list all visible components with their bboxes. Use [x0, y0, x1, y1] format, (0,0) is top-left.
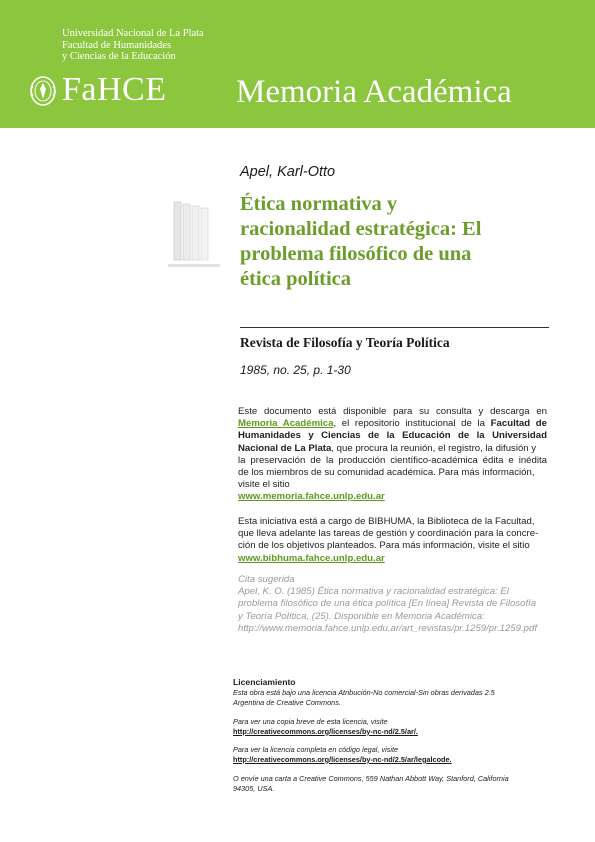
availability-line-5: la preservación de la producción científico-académica édita e inédita [238, 454, 547, 466]
repository-title: Memoria Académica [236, 74, 512, 110]
citation-line-1: Apel, K. O. (1985) Ética normativa y racionalidad estratégica: El [238, 586, 509, 598]
citation-line-2: problema filosófico de una ética política [En línea] Revista de Filosofía [238, 598, 537, 610]
fahce-logo: FaHCE [62, 71, 167, 108]
license-line-2: Argentina de Creative Commons. [233, 697, 341, 707]
initiative-paragraph [238, 516, 547, 565]
license-full-link[interactable]: http://creativecommons.org/licenses/by-nc-nd/2.5/ar/legalcode. [233, 754, 452, 764]
license-full-intro: Para ver la licencia completa en código legal, visite [233, 745, 399, 754]
university-name [62, 28, 204, 63]
license-copy-intro: Para ver una copia breve de esta licencia, visite [233, 717, 388, 726]
availability-text-4: , que procura la reunión, el registro, la difusión y [331, 442, 537, 454]
availability-line-4 [238, 443, 547, 455]
availability-paragraph [238, 406, 547, 504]
title-line-1: Ética normativa y [240, 193, 398, 215]
university-line-1: Universidad Nacional de La Plata [62, 28, 204, 39]
document-title [240, 192, 560, 292]
citation-label: Cita sugerida [238, 574, 295, 585]
license-mail-line-1: O envíe una carta a Creative Commons, 559 Nathan Abbott Way, Stanford, California [233, 774, 509, 783]
license-block [233, 677, 553, 708]
journal-name: Revista de Filosofía y Teoría Política [240, 335, 450, 350]
citation-url[interactable]: http://www.memoria.fahce.unlp.edu.ar/art_revistas/pr.1259/pr.1259.pdf [238, 622, 537, 634]
university-line-2: Facultad de Humanidades [62, 39, 172, 51]
title-line-4: ética política [240, 268, 352, 290]
memoria-academica-link[interactable]: Memoria Académica [238, 418, 334, 430]
initiative-line-2: que lleva adelante las tareas de gestión y coordinación para la concre- [238, 528, 539, 540]
license-line-1: Esta obra está bajo una licencia Atribución-No comercial-Sin obras derivadas 2.5 [233, 688, 495, 697]
license-full-block [233, 745, 553, 765]
initiative-line-3: ción de los objetivos planteados. Para más información, visite el sitio [238, 540, 530, 552]
books-logo-icon [166, 198, 224, 274]
title-divider [240, 327, 549, 328]
license-mail-block [233, 774, 553, 794]
initiative-line-1: Esta iniciativa está a cargo de BIBHUMA, la Biblioteca de la Facultad, [238, 516, 535, 527]
university-seal-icon [28, 74, 58, 108]
university-line-3: y Ciencias de la Educación [62, 51, 176, 62]
license-copy-block [233, 717, 553, 737]
availability-line-7: visite el sitio [238, 479, 290, 491]
availability-line-2 [238, 418, 547, 430]
availability-line-1: Este documento está disponible para su consulta y descarga en [238, 406, 547, 417]
publication-citation: 1985, no. 25, p. 1-30 [240, 363, 351, 377]
citation-line-3: y Teoría Política, (25). Disponible en Memoria Académica: [238, 610, 485, 622]
license-mail-line-2: 94305, USA. [233, 783, 275, 793]
suggested-citation [238, 574, 568, 635]
header-band [0, 0, 595, 128]
document-author: Apel, Karl-Otto [240, 164, 336, 180]
faculty-name-b: Humanidades y Ciencias de la Educación de la Universidad [238, 430, 547, 442]
memoria-url-link[interactable]: www.memoria.fahce.unlp.edu.ar [238, 491, 385, 503]
license-copy-link[interactable]: http://creativecommons.org/licenses/by-nc-nd/2.5/ar/. [233, 726, 418, 736]
bibhuma-url-link[interactable]: www.bibhuma.fahce.unlp.edu.ar [238, 552, 385, 564]
license-title: Licenciamiento [233, 677, 296, 687]
faculty-name-c: Nacional de La Plata [238, 442, 332, 454]
availability-text-2: , el repositorio institucional de la [333, 418, 491, 430]
availability-line-6: de los miembros de su comunidad académica. Para más información, [238, 467, 535, 479]
title-line-2: racionalidad estratégica: El [240, 218, 482, 240]
faculty-name-a: Facultad de [490, 418, 547, 430]
title-line-3: problema filosófico de una [240, 243, 472, 265]
